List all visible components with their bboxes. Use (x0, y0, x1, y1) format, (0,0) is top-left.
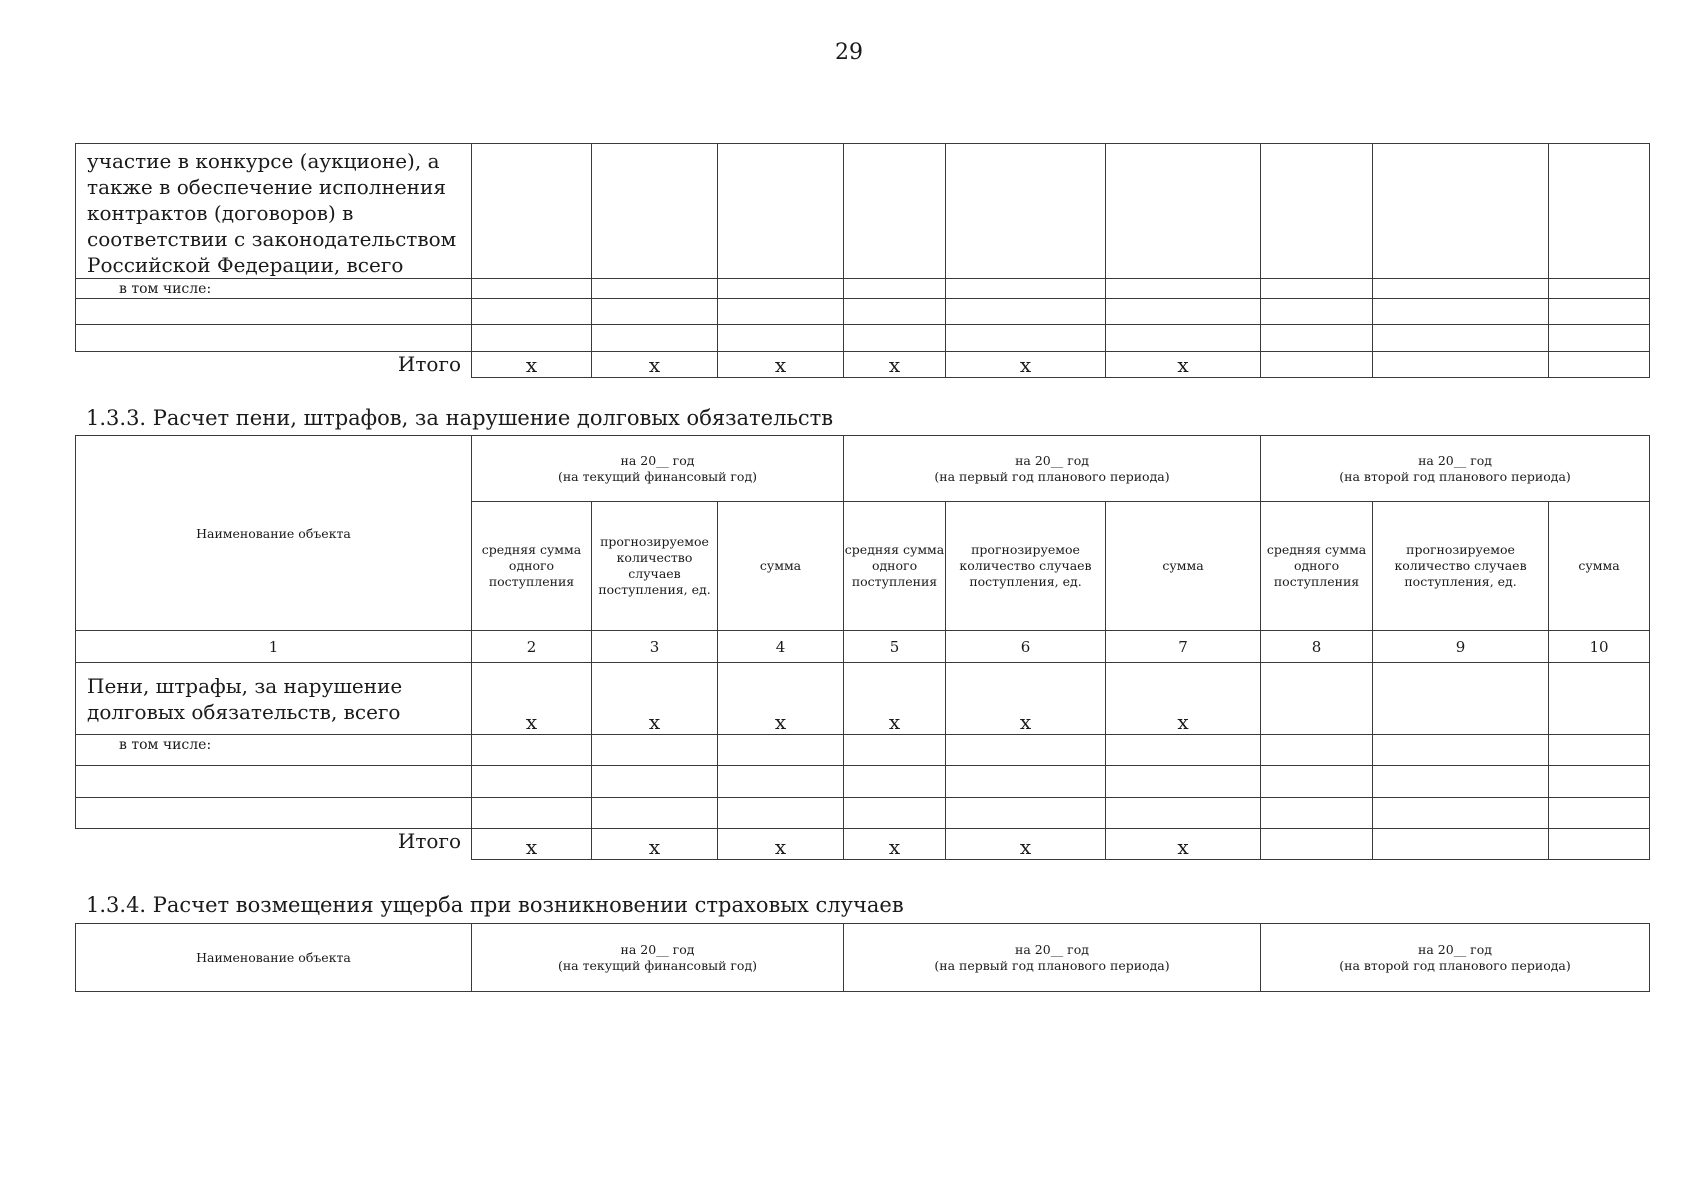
column-number: 9 (1373, 631, 1549, 663)
column-header: сумма (1549, 502, 1650, 631)
x-mark: х (472, 663, 592, 735)
table-row (76, 735, 1650, 766)
column-number: 5 (844, 631, 946, 663)
table-row (76, 766, 1650, 798)
column-number: 8 (1261, 631, 1373, 663)
table-row (76, 325, 1650, 352)
guarantee-table (75, 143, 1650, 378)
total-row (76, 829, 1650, 860)
column-header: сумма (718, 502, 844, 631)
column-header: прогнозируемое количество случаев поступления, ед. (1373, 502, 1549, 631)
x-mark: х (844, 829, 946, 860)
x-mark: х (1106, 352, 1261, 378)
column-header: средняя сумма одного поступления (844, 502, 946, 631)
column-number: 2 (472, 631, 592, 663)
column-numbers-row (76, 631, 1650, 663)
x-mark: х (844, 663, 946, 735)
sub-row-label: в том числе: (76, 279, 472, 299)
table-row (76, 144, 1650, 279)
x-mark: х (946, 663, 1106, 735)
period-header: на 20__ год (на текущий финансовый год) (472, 924, 844, 992)
insurance-table (75, 923, 1650, 992)
x-mark: х (946, 352, 1106, 378)
total-row (76, 352, 1650, 378)
column-number: 1 (76, 631, 472, 663)
column-number: 7 (1106, 631, 1261, 663)
row-label: Пени, штрафы, за нарушение долговых обязательств, всего (76, 663, 472, 735)
x-mark: х (844, 352, 946, 378)
header-row (76, 924, 1650, 992)
x-mark: х (718, 352, 844, 378)
row-label: участие в конкурсе (аукционе), а также в обеспечение исполнения контрактов (договоров) в соответствии с законодательством Российской Федерации, всего (76, 144, 472, 279)
column-header: сумма (1106, 502, 1261, 631)
period-header: на 20__ год (на второй год планового периода) (1261, 924, 1650, 992)
object-name-header: Наименование объекта (76, 436, 472, 631)
period-header: на 20__ год (на первый год планового периода) (844, 436, 1261, 502)
sub-row-label: в том числе: (76, 735, 472, 766)
period-header: на 20__ год (на текущий финансовый год) (472, 436, 844, 502)
section-title: 1.3.3. Расчет пени, штрафов, за нарушение долговых обязательств (86, 406, 834, 430)
x-mark: х (718, 829, 844, 860)
penalties-table (75, 435, 1650, 860)
section-title: 1.3.4. Расчет возмещения ущерба при возникновении страховых случаев (86, 893, 904, 917)
column-header: средняя сумма одного поступления (1261, 502, 1373, 631)
table-row (76, 798, 1650, 829)
column-header: прогнозируемое количество случаев поступления, ед. (592, 502, 718, 631)
x-mark: х (718, 663, 844, 735)
table-row (76, 279, 1650, 299)
x-mark: х (1106, 663, 1261, 735)
column-number: 4 (718, 631, 844, 663)
x-mark: х (1106, 829, 1261, 860)
x-mark: х (472, 352, 592, 378)
total-label: Итого (76, 829, 472, 860)
x-mark: х (592, 352, 718, 378)
total-label: Итого (76, 352, 472, 378)
period-header: на 20__ год (на первый год планового периода) (844, 924, 1261, 992)
period-header: на 20__ год (на второй год планового периода) (1261, 436, 1650, 502)
x-mark: х (946, 829, 1106, 860)
x-mark: х (592, 829, 718, 860)
column-header: прогнозируемое количество случаев поступления, ед. (946, 502, 1106, 631)
header-row (76, 436, 1650, 502)
column-number: 3 (592, 631, 718, 663)
column-number: 6 (946, 631, 1106, 663)
column-header: средняя сумма одного поступления (472, 502, 592, 631)
page-number: 29 (835, 40, 863, 65)
object-name-header: Наименование объекта (76, 924, 472, 992)
table-row (76, 299, 1650, 325)
table-row (76, 663, 1650, 735)
x-mark: х (592, 663, 718, 735)
x-mark: х (472, 829, 592, 860)
column-number: 10 (1549, 631, 1650, 663)
